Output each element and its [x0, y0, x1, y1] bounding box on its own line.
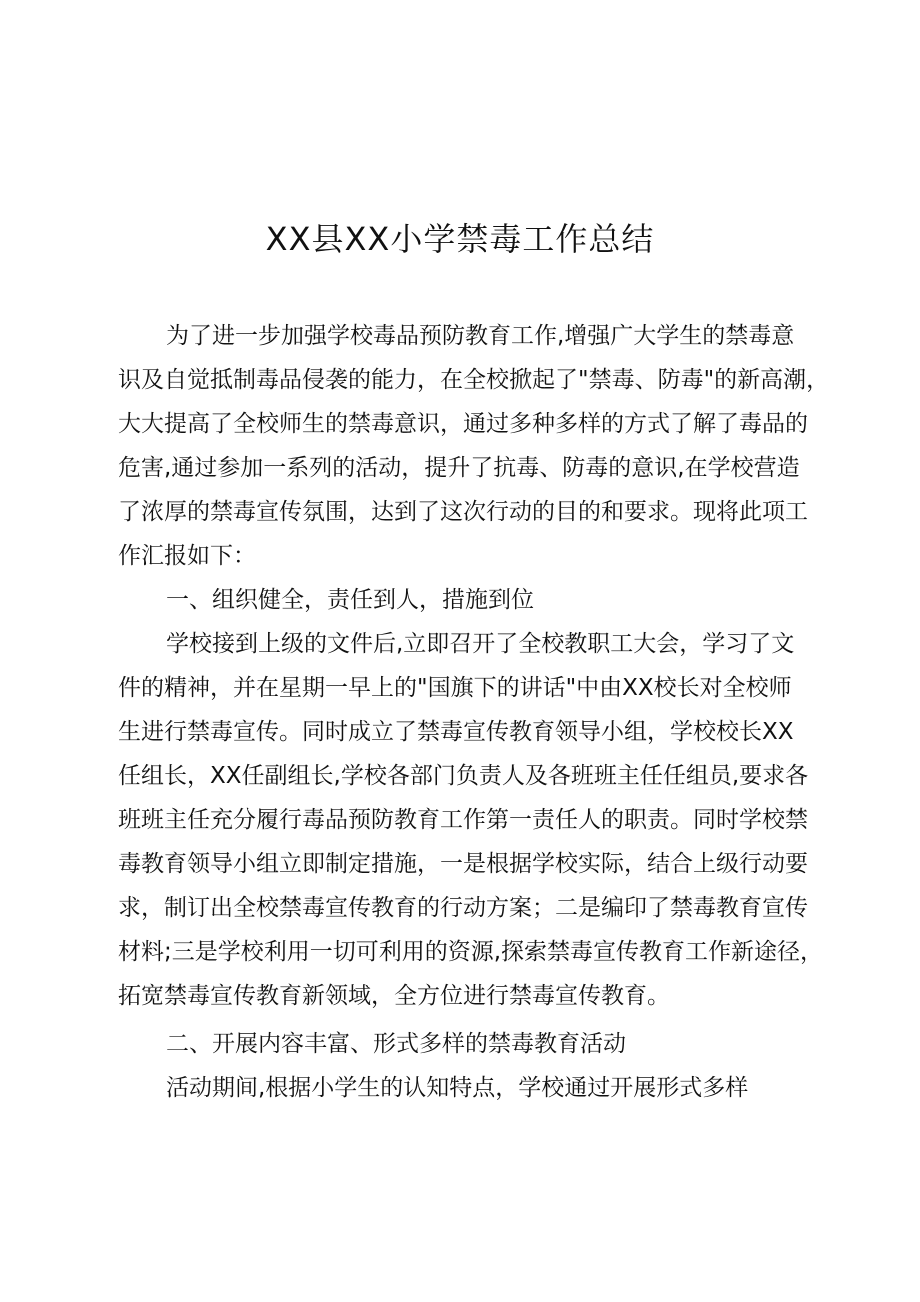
- paragraph-2-line-9: 拓宽禁毒宣传教育新领域，全方位进行禁毒宣传教育。: [118, 983, 670, 1009]
- paragraph-2-line-7: 求，制订出全校禁毒宣传教育的行动方案；二是编印了禁毒教育宣传: [118, 895, 808, 921]
- paragraph-1-line-4: 危害,通过参加一系列的活动，提升了抗毒、防毒的意识,在学校营造: [118, 455, 800, 481]
- paragraph-1-line-1: 为了进一步加强学校毒品预防教育工作,增强广大学生的禁毒意: [166, 323, 795, 349]
- paragraph-2-line-1: 学校接到上级的文件后,立即召开了全校教职工大会，学习了文: [166, 631, 795, 657]
- paragraph-2-line-8: 材料;三是学校利用一切可利用的资源,探索禁毒宣传教育工作新途径，: [118, 939, 824, 965]
- paragraph-3-line-1: 活动期间,根据小学生的认知特点，学校通过开展形式多样: [166, 1075, 749, 1101]
- paragraph-1-line-2: 识及自觉抵制毒品侵袭的能力，在全校掀起了"禁毒、防毒"的新高潮，: [118, 367, 830, 393]
- document-title: XX县XX小学禁毒工作总结: [265, 220, 655, 258]
- paragraph-2-line-5: 班班主任充分履行毒品预防教育工作第一责任人的职责。同时学校禁: [118, 807, 808, 833]
- paragraph-1-line-3: 大大提高了全校师生的禁毒意识，通过多种多样的方式了解了毒品的: [118, 411, 808, 437]
- section-heading-2: 二、开展内容丰富、形式多样的禁毒教育活动: [166, 1031, 626, 1057]
- paragraph-2-line-2: 件的精神，并在星期一早上的"国旗下的讲话"中由XX校长对全校师: [118, 675, 792, 701]
- paragraph-1-line-6: 作汇报如下：: [118, 543, 256, 569]
- paragraph-2-line-4: 任组长，XX任副组长,学校各部门负责人及各班班主任任组员,要求各: [118, 763, 809, 789]
- paragraph-1-line-5: 了浓厚的禁毒宣传氛围，达到了这次行动的目的和要求。现将此项工: [118, 499, 808, 525]
- paragraph-2-line-6: 毒教育领导小组立即制定措施，一是根据学校实际，结合上级行动要: [118, 851, 808, 877]
- paragraph-2-line-3: 生进行禁毒宣传。同时成立了禁毒宣传教育领导小组，学校校长XX: [118, 719, 794, 745]
- section-heading-1: 一、组织健全，责任到人，措施到位: [166, 587, 534, 613]
